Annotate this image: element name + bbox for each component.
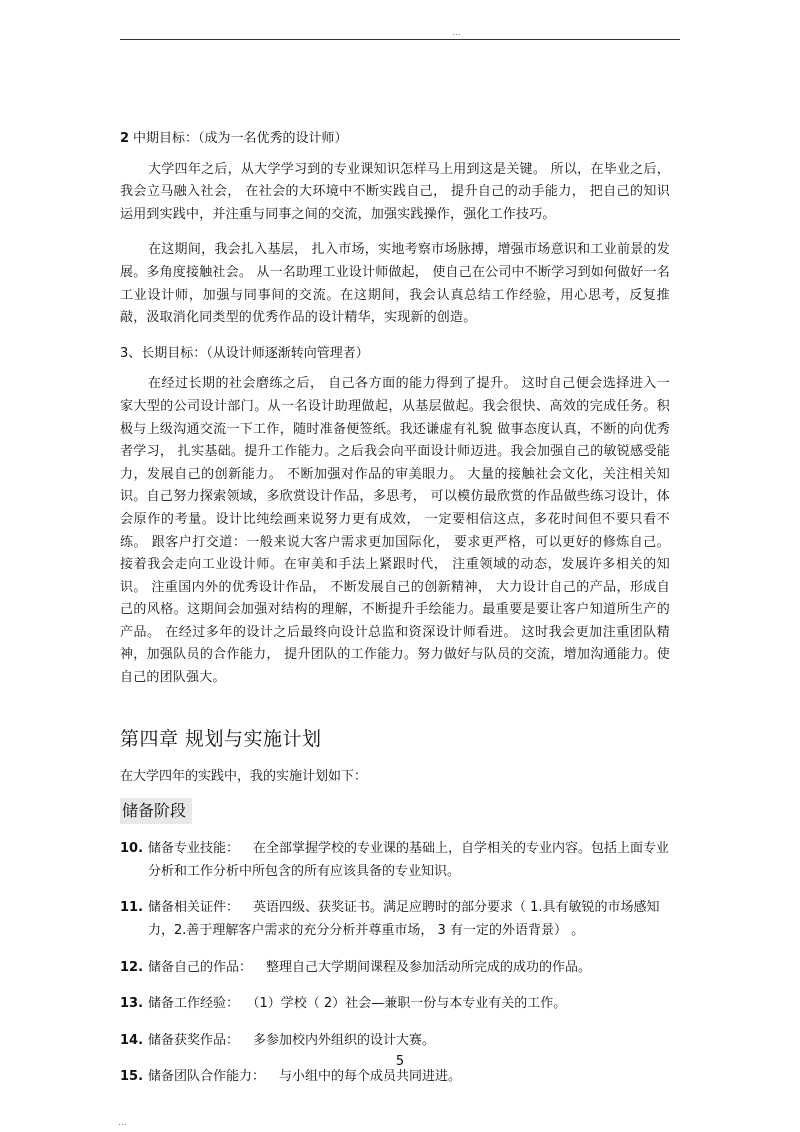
list-item-text: 在全部掌握学校的专业课的基础上，自学相关的专业内容。包括上面专业分析和工作分析中所包含的所有应该具备的专业知识。	[148, 841, 670, 879]
mid-term-paragraph-2: 在这期间，我会扎入基层， 扎入市场，实地考察市场脉搏，增强市场意识和工业前景的发展。多角度接触社会。 从一名助理工业设计师做起， 使自己在公司中不断学习到如何做好一名工业设计师，加强与同事间的交流。在这期间，我会认真总结工作经验，用心思考，反复推敲，汲取消化同类型的优秀作品的设计精华，实现新的创造。	[120, 242, 670, 326]
list-item-text: 与小组中的每个成员共同进进。	[279, 1069, 462, 1085]
list-item-text: （1）学校（ 2）社会—兼职一份与本专业有关的工作。	[253, 996, 567, 1012]
list-item-title: 储备相关证件：	[148, 900, 240, 916]
list-item-title: 储备专业技能：	[148, 841, 240, 857]
list-item-number: 13.	[120, 996, 144, 1012]
list-item-title: 储备团队合作能力：	[148, 1069, 266, 1085]
list-item	[120, 1066, 670, 1089]
list-item-text: 整理自己大学期间课程及参加活动所完成的成功的作品。	[266, 959, 592, 975]
list-item-title: 储备工作经验：	[148, 996, 240, 1012]
list-item-text: 英语四级、获奖证书。满足应聘时的部分要求（ 1.具有敏锐的市场感知力，2.善于理解客户需求的充分分析并尊重市场， 3 有一定的外语背景） 。	[148, 900, 660, 939]
chapter-title: 第四章 规划与实施计划	[120, 727, 322, 750]
list-item-text: 多参加校内外组织的设计大赛。	[253, 1032, 436, 1048]
list-item-number: 10.	[120, 841, 144, 857]
list-item	[120, 838, 670, 883]
list-item-number: 15.	[120, 1069, 144, 1085]
list-item	[120, 1030, 670, 1053]
list-item	[120, 993, 670, 1016]
list-item-number: 11.	[120, 900, 144, 916]
header-rule	[120, 39, 680, 40]
list-item-number: 12.	[120, 959, 144, 975]
chapter-intro: 在大学四年的实践中，我的实施计划如下：	[120, 768, 368, 784]
list-item-title: 储备自己的作品：	[148, 959, 253, 975]
mid-term-paragraph-1: 大学四年之后，从大学学习到的专业课知识怎样马上用到这是关键。 所以，在毕业之后，我会立马融入社会， 在社会的大环境中不断实践自己， 提升自己的动手能力， 把自己的知识运用到实践中，并注重与同事之间的交流，加强实践操作，强化工作技巧。	[120, 161, 670, 222]
header-dots: ...	[452, 28, 461, 38]
list-item	[120, 897, 670, 942]
list-item	[120, 957, 670, 980]
list-item-title: 储备获奖作品：	[148, 1032, 240, 1048]
mid-term-heading	[120, 128, 670, 151]
footer-dots: ...	[118, 1118, 127, 1128]
long-term-heading: 3、长期目标：（从设计师逐渐转向管理者）	[120, 345, 369, 361]
mid-term-number: 2	[120, 131, 130, 146]
section-label: 储备阶段	[120, 798, 192, 824]
page-number: 5	[395, 1054, 405, 1069]
mid-term-heading-text: 中期目标：（成为一名优秀的设计师）	[133, 131, 348, 146]
document-body	[120, 128, 670, 1103]
long-term-paragraph: 在经过长期的社会磨练之后， 自己各方面的能力得到了提升。 这时自己便会选择进入一家大型的公司设计部门。从一名设计助理做起，从基层做起。我会很快、高效的完成任务。积极与上级沟通交流一下工作，随时准备便签纸。我还谦虚有礼貌 做事态度认真，不断的向优秀者学习， 扎实基础。提升工作能力。之后我会向平面设计师迈进。我会加强自己的敏锐感受能力，发展自己的创新能力。 不断加强对作品的审美眼力。 大量的接触社会文化，关注相关知识。自己努力探索领域，多欣赏设计作品，多思考， 可以模仿最欣赏的作品做些练习设计，体会原作的考量。设计比纯绘画来说努力更有成效， 一定要相信这点，多花时间但不要只看不练。 跟客户打交道：一般来说大客户需求更加国际化， 要求更严格，可以更好的修炼自己。 接着我会走向工业设计师。在审美和手法上紧跟时代， 注重领域的动态，发展许多相关的知识。 注重国内外的优秀设计作品， 不断发展自己的创新精神， 大力设计自己的产品，形成自己的风格。这期间会加强对结构的理解，不断提升手绘能力。最重要是要让客户知道所生产的产品。 在经过多年的设计之后最终向设计总监和资深设计师看进。 这时我会更加注重团队精神，加强队员的合作能力， 提升团队的工作能力。努力做好与队员的交流，增加沟通能力。使自己的团队强大。	[120, 376, 670, 686]
list-item-number: 14.	[120, 1032, 144, 1048]
